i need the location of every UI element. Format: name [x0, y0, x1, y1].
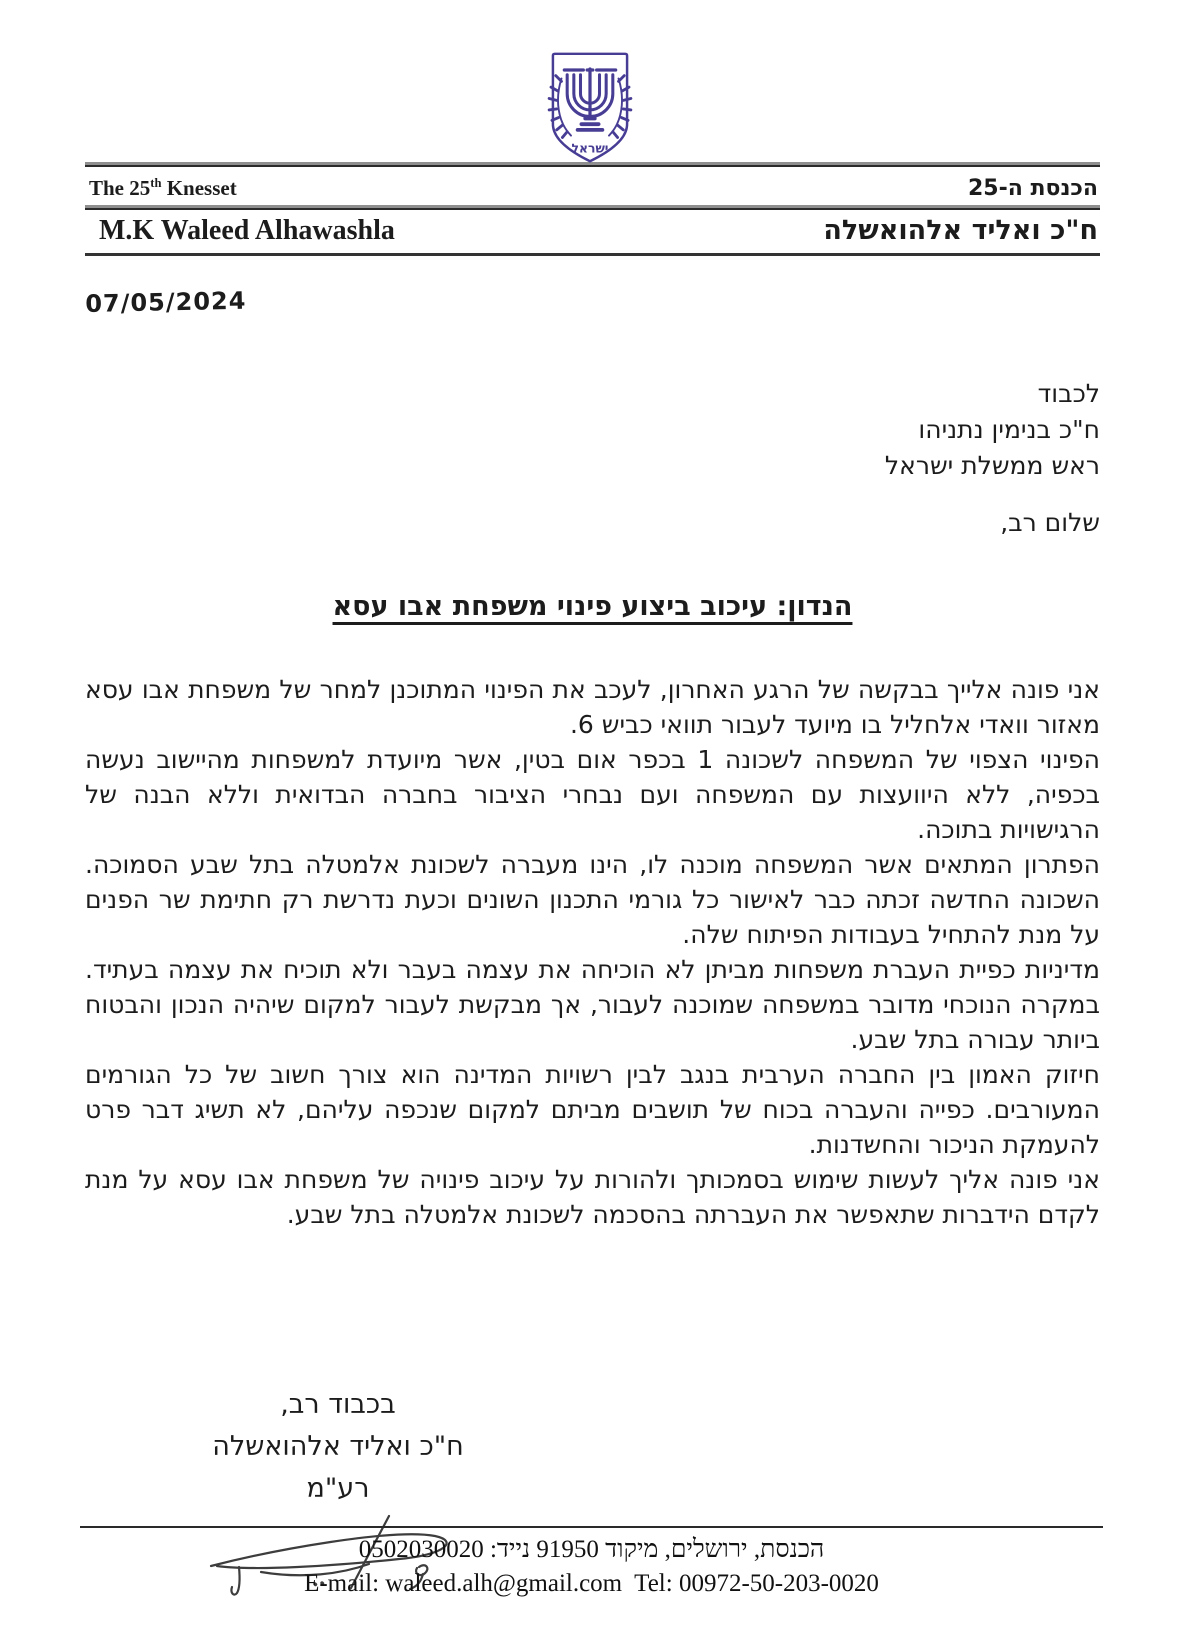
letter-date: 07/05/2024	[85, 286, 247, 318]
knesset-title-he: הכנסת ה-25	[967, 176, 1098, 201]
letterhead	[0, 0, 1179, 256]
subject-line	[85, 591, 1100, 622]
letter-footer	[80, 1526, 1103, 1601]
recipient-block	[85, 376, 1100, 484]
knesset-en-pre: The 25	[89, 176, 151, 200]
state-emblem	[0, 0, 1179, 162]
letter-body	[0, 286, 1179, 1617]
paragraph: אני פונה אליך לעשות שימוש בסמכותך ולהורות על עיכוב פינויה של משפחת אבו עסא על מנת לקדם הידברות שתאפשר את העברתה בהסכמה לשכונת אלמטלה בתל שבע.	[85, 1165, 1100, 1229]
recipient-honorific: לכבוד	[1037, 379, 1100, 408]
header-divider-bottom	[85, 253, 1100, 256]
paragraphs-block	[85, 672, 1100, 1232]
ordinal-suffix: th	[150, 176, 162, 190]
mk-name-he: ח"כ ואליד אלהואשלה	[823, 215, 1098, 246]
paragraph: הפינוי הצפוי של המשפחה לשכונה 1 בכפר אום בטין, אשר מיועדת למשפחות מהיישוב נעשה בכפיה, ללא היוועצות עם המשפחה ועם נבחרי הציבור בחברה הבדואית וללא הבנה של הרגישויות בתוכה.	[85, 745, 1100, 844]
header-row-knesset	[85, 167, 1100, 205]
mk-name-en: M.K Waleed Alhawashla	[99, 215, 395, 246]
paragraph: הפתרון המתאים אשר המשפחה מוכנה לו, הינו מעברה לשכונת אלמטלה בתל שבע הסמוכה. השכונה החדשה זכתה כבר לאישור כל גורמי התכנון השונים וכעת נדרשת רק חתימת שר הפנים על מנת להתחיל בעבודות הפיתוח שלה.	[85, 850, 1100, 949]
knesset-title-en	[89, 170, 237, 201]
footer-address: הכנסת, ירושלים, מיקוד 91950 נייד: 0502030020	[358, 1536, 825, 1563]
israel-emblem-icon	[542, 50, 638, 166]
paragraph: מדיניות כפיית העברת משפחות מביתן לא הוכיחה את עצמה בעבר ולא תוכיח את עצמה בעתיד. במקרה הנוכחי מדובר במשפחה שמוכנה לעבור, אך מבקשת לעבור למקום שיהיה הנכון והבטוח ביותר עבורה בתל שבע.	[85, 955, 1100, 1054]
knesset-en-post: Knesset	[161, 176, 237, 200]
recipient-title: ראש ממשלת ישראל	[884, 451, 1100, 480]
header-row-member	[85, 210, 1100, 253]
closing-name: ח"כ ואליד אלהואשלה	[212, 1431, 464, 1462]
closing-party: רע"מ	[306, 1473, 370, 1504]
paragraph: אני פונה אלייך בבקשה של הרגע האחרון, לעכב את הפינוי המתוכנן למחר של משפחת אבו עסא מאזור וואדי אלחליל בו מיועד לעבור תוואי כביש 6.	[85, 675, 1100, 739]
paragraph: חיזוק האמון בין החברה הערבית בנגב לבין רשויות המדינה הוא צורך חשוב של כל הגורמים המעורבים. כפייה והעברה בכוח של תושבים מביתם למקום שנכפה עליהם, לא תשיג דבר פרט להעמקת הניכור והחשדנות.	[85, 1060, 1100, 1159]
footer-contact: E-mail: waleed.alh@gmail.com Tel: 00972-50-203-0020	[304, 1570, 879, 1597]
footer-divider	[80, 1526, 1103, 1528]
emblem-label: ישראל	[571, 141, 608, 156]
closing-salute: בכבוד רב,	[280, 1389, 396, 1420]
recipient-name: ח"כ בנימין נתניהו	[918, 415, 1100, 444]
greeting: שלום רב,	[1000, 508, 1100, 537]
subject-text: הנדון: עיכוב ביצוע פינוי משפחת אבו עסא	[332, 591, 853, 622]
